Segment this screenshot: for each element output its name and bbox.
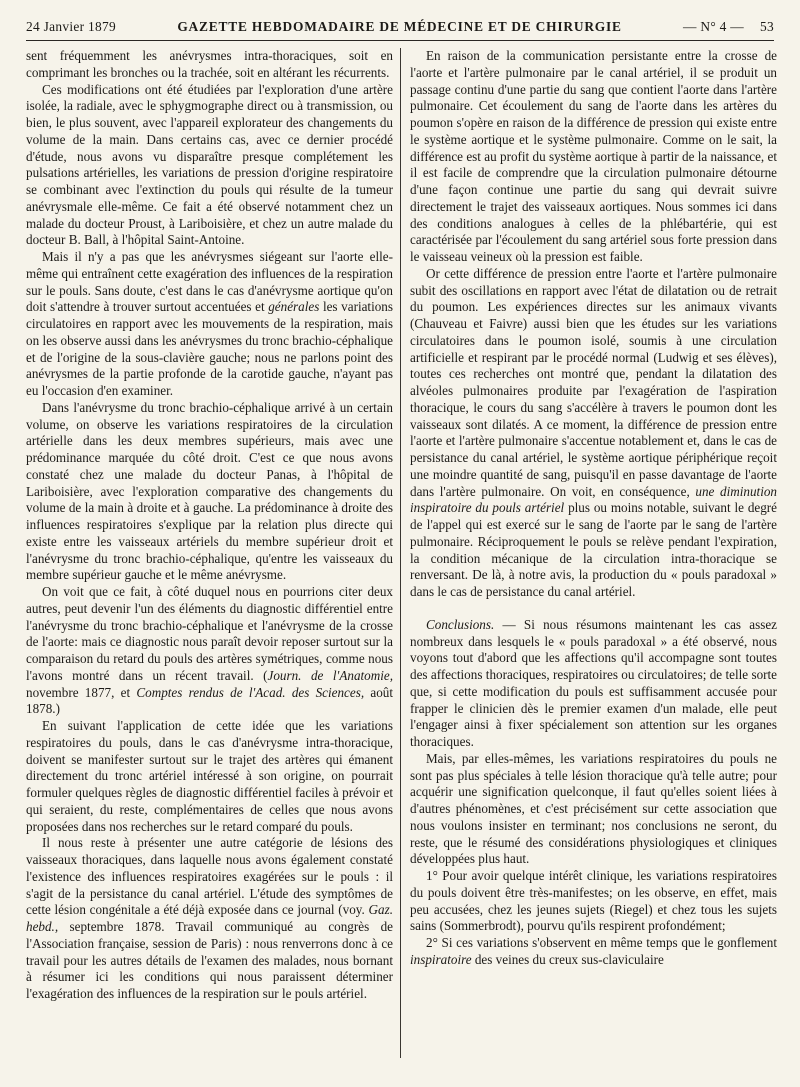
- paragraph: 1° Pour avoir quelque intérêt clinique, les variations respiratoires du pouls doivent être très-manifestes; on les observe, en effet, mais peu accusées, chez les jeunes sujets (Riegel) et chez tous les sujets sains (Sommerbrodt), pourvu qu'ils respirent profondément;: [410, 868, 777, 934]
- paragraph: Dans l'anévrysme du tronc brachio-céphalique arrivé à un certain volume, on observe les variations respiratoires de la circulation artérielle dans les deux membres supérieurs, mais avec une prédominance marquée du côté droit. C'est ce que nous avons constaté chez une malade du docteur Panas, à l'hôpital de Lariboisière, avec l'exploration comparative des changements du volume de la main à droite et à gauche. La prédominance à droite des influences respiratoires s'explique par la relation plus directe qui existe entre les vaisseaux artériels du membre supérieur droit et l'anévrysme du tronc brachio-céphalique, qu'entre les vaisseaux du membre supérieur gauche et le même anévrysme.: [26, 399, 393, 583]
- conclusions-heading: Conclusions.: [426, 616, 495, 632]
- paragraph: En suivant l'application de cette idée que les variations respiratoires du pouls, dans le cas d'anévrysme intra-thoracique, doivent se manifester surtout sur le trajet des artères qui émanent directement du tronc artériel intéressé à son origine, on pourrait formuler quelques règles de diagnostic différentiel faciles à prévoir et qui seraient, du reste, complémentaires de celles que nous avons proposées dans nos recherches sur le retard comparé du pouls.: [26, 718, 393, 834]
- journal-title: GAZETTE HEBDOMADAIRE DE MÉDECINE ET DE CHIRURGIE: [177, 19, 622, 34]
- paragraph: En raison de la communication persistante entre la crosse de l'aorte et l'artère pulmonaire par le canal artériel, il se produit un passage continu d'une partie du sang que contient l'aorte dans l'artère pulmonaire. Cet écoulement du sang de l'aorte dans les artères du poumon s'opère en raison de la différence de pression qui existe entre le système aortique et le système pulmonaire. Comme on le sait, la différence est au profit du système aortique à partir de la naissance, et il est facile de comprendre que la circulation pulmonaire détourne d'une façon continue une partie du sang qui devrait suivre directement le trajet des vaisseaux aortiques. Nous sommes ici dans des conditions analogues à celles de la phlébartérie, qui est caractérisée par l'écoulement du sang artériel sous forte pression dans le vaisseau veineux où la pression est faible.: [410, 48, 777, 264]
- issue-date: 24 Janvier 1879: [26, 19, 117, 34]
- paragraph: Il nous reste à présenter une autre catégorie de lésions des vaisseaux thoraciques, dans laquelle nous avons également constaté l'existence des influences respiratoires exagérées sur le pouls : il s'agit de la persistance du canal artériel. L'étude des symptômes de cette lésion congénitale a été déjà exposée dans ce journal (voy. Gaz. hebd., septembre 1878. Travail communiqué au congrès de l'Association française, session de Paris) : nous renverrons donc à ce travail pour les autres détails de l'examen des malades, nous bornant à résumer ici les conditions qui nous paraissent déterminer l'exagération des influences de la respiration sur le pouls artériel.: [26, 835, 393, 1001]
- paragraph: On voit que ce fait, à côté duquel nous en pourrions citer deux autres, peut devenir l'un des éléments du diagnostic différentiel entre l'anévrysme du tronc brachio-céphalique et l'anévrysme de la crosse de l'aorte: mais ce diagnostic nous paraît devoir reposer surtout sur la comparaison du retard du pouls des artères symétriques, comme nous l'avons montré dans un récent travail. (Journ. de l'Anatomie, novembre 1877, et Comptes rendus de l'Acad. des Sciences, août 1878.): [26, 584, 394, 717]
- page-number: 53: [760, 19, 774, 34]
- paragraph: Mais, par elles-mêmes, les variations respiratoires du pouls ne sont pas plus spéciales à telle lésion thoracique qu'à telle autre; pour acquérir une signification quelconque, il faut qu'elles soient liées à d'autres phénomènes, et c'est précisément sur cette association que nous voulons insister en terminant; nos conclusions ne seront, du reste, que le résumé des considérations physiologiques et cliniques développées plus haut.: [410, 750, 777, 867]
- left-column: [26, 48, 393, 1003]
- conclusions-paragraph: Conclusions. — Si nous résumons maintenant les cas assez nombreux dans lesquels le « pouls paradoxal » a été observé, nous voyons tout d'abord que les affections qu'il accompagne sont toutes des affections thoraciques, respiratoires ou circulatoires; de telle sorte que, si cette modification du pouls est suffisamment accusée pour frapper le clinicien dès le premier examen d'un malade, elle peut l'engager ainsi à fixer spécialement son attention sur les organes thoraciques.: [410, 616, 777, 749]
- right-column: [410, 48, 777, 969]
- column-divider: [400, 48, 401, 1058]
- paragraph: Mais il n'y a pas que les anévrysmes siégeant sur l'aorte elle-même qui entraînent cette exagération des influences de la respiration sur le pouls. Sans doute, c'est dans le cas d'anévrysme aortique qu'on doit s'attendre à trouver surtout accentuées et générales les variations circulatoires en rapport avec les mouvements de la respiration, mais on les observe aussi dans les anévrysmes du tronc brachio-céphalique et de l'origine de la sous-clavière gauche; nous ne parlons point des anévrysmes de la partie profonde de la carotide gauche, n'ayant pas eu l'occasion d'en examiner.: [26, 249, 393, 398]
- paragraph: sent fréquemment les anévrysmes intra-thoraciques, soit en comprimant les bronches ou la trachée, soit en altérant les récurrents.: [26, 48, 393, 80]
- paragraph: 2° Si ces variations s'observent en même temps que le gonflement inspiratoire des veines du creux sus-claviculaire: [410, 935, 777, 967]
- paragraph: Or cette différence de pression entre l'aorte et l'artère pulmonaire subit des oscillations en rapport avec l'état de dilatation ou de retrait du poumon. Les expériences directes sur les animaux vivants (Chauveau et Faivre) aussi bien que les études sur les variations circulatoires dans le poumon isolé, soumis à une circulation artificielle et respirant par le procédé normal (Ludwig et ses élèves), toutes ces recherches ont montré que, pendant la dilatation des alvéoles pulmonaires produite par l'exagération de l'aspiration thoracique, le cours du sang s'accélère à travers le poumon dont les vaisseaux sont dilatés. A ce moment, la différence de pression entre l'aorte et l'artère pulmonaire s'accentue notablement et, dans le cas de persistance du canal artériel, le système aortique périphérique reçoit une moindre quantité de sang, puisqu'il en passe davantage de l'aorte dans l'artère pulmonaire. On voit, en conséquence, une diminution inspiratoire du pouls artériel plus ou moins notable, suivant le degré de l'appel qui est exercé sur le sang de l'aorte par le sang de l'artère pulmonaire. Réciproquement le pouls se relève pendant l'expiration, la condition mécanique de la circulation intra-thoracique se renversant. De là, à notre avis, la production du « pouls paradoxal » dans le cas de persistance du canal artériel.: [410, 265, 777, 599]
- running-header: [26, 14, 774, 41]
- paragraph: Ces modifications ont été étudiées par l'exploration d'une artère isolée, la radiale, avec le sphygmographe direct ou à transmission, ou bien, le plus souvent, avec l'appareil explorateur des changements du volume de la main. Dans certains cas, avec ce dernier procédé d'étude, nous avons vu disparaître presque complétement les pulsations artérielles, les variations de pression d'origine respiratoire se combinant avec l'extinction du pouls qui résulte de la tumeur anévrysmale elle-même. Ce fait a été observé notamment chez un malade du docteur Proust, à Lariboisière, et chez un autre malade du docteur B. Ball, à l'hôpital Saint-Antoine.: [26, 81, 393, 248]
- issue-number: — N° 4 —: [683, 19, 744, 34]
